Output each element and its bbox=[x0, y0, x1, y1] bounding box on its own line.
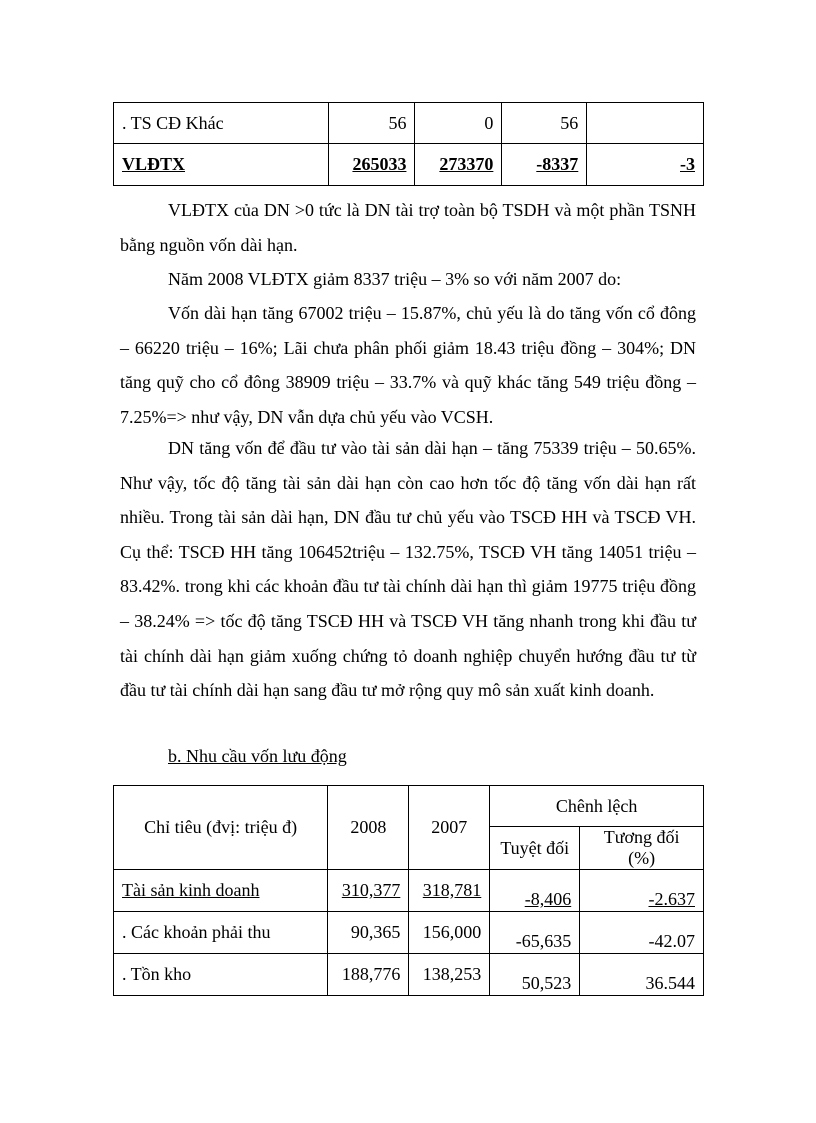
table-row bbox=[114, 144, 704, 186]
header-chenh-lech: Chênh lệch bbox=[490, 786, 704, 827]
paragraph-vldtx-decrease: Năm 2008 VLĐTX giảm 8337 triệu – 3% so với năm 2007 do: bbox=[168, 269, 622, 289]
header-2008: 2008 bbox=[328, 786, 409, 870]
value-absolute: -65,635 bbox=[490, 912, 580, 954]
paragraph-long-term-capital: Vốn dài hạn tăng 67002 triệu – 15.87%, chủ yếu là do tăng vốn cổ đông – 66220 triệu – 16%; Lãi chưa phân phối giảm 18.43 triệu đồng – 304%; DN tăng quỹ cho cổ đông 38909 triệu – 33.7% và quỹ khác tăng 549 triệu đồng – 7.25%=> như vậy, DN vẫn dựa chủ yếu vào VCSH. bbox=[120, 303, 696, 427]
table-row bbox=[114, 870, 704, 912]
value-absolute: 56 bbox=[502, 103, 587, 144]
paragraph-long-term-assets: DN tăng vốn để đầu tư vào tài sản dài hạn – tăng 75339 triệu – 50.65%. Như vậy, tốc độ tăng tài sản dài hạn còn cao hơn tốc độ tăng vốn dài hạn rất nhiều. Trong tài sản dài hạn, DN đầu tư chủ yếu vào TSCĐ HH và TSCĐ VH. Cụ thể: TSCĐ HH tăng 106452triệu – 132.75%, TSCĐ VH tăng 14051 triệu – 83.42%. trong khi các khoản đầu tư tài chính dài hạn thì giảm 19775 triệu đồng – 38.24% => tốc độ tăng TSCĐ HH và TSCĐ VH tăng nhanh trong khi đầu tư tài chính dài hạn giảm xuống chứng tỏ doanh nghiệp chuyển hướng đầu tư từ đầu tư tài chính dài hạn sang đầu tư mở rộng quy mô sản xuất kinh doanh. bbox=[120, 438, 696, 701]
value-relative: -2.637 bbox=[580, 870, 704, 912]
row-label: Tài sản kinh doanh bbox=[114, 870, 328, 912]
working-capital-table bbox=[113, 785, 704, 996]
value-relative: -42.07 bbox=[580, 912, 704, 954]
value-2008: 310,377 bbox=[328, 870, 409, 912]
value-2007: 0 bbox=[415, 103, 502, 144]
value-2008: 56 bbox=[328, 103, 415, 144]
value-2008: 90,365 bbox=[328, 912, 409, 954]
value-2008: 265033 bbox=[328, 144, 415, 186]
row-label: VLĐTX bbox=[114, 144, 329, 186]
value-relative bbox=[587, 103, 704, 144]
top-table bbox=[113, 102, 704, 186]
value-2007: 273370 bbox=[415, 144, 502, 186]
value-absolute: -8,406 bbox=[490, 870, 580, 912]
header-chi-tieu: Chỉ tiêu (đvị: triệu đ) bbox=[114, 786, 328, 870]
header-tuong-doi: Tương đối (%) bbox=[580, 827, 704, 870]
value-2007: 318,781 bbox=[409, 870, 490, 912]
value-relative: 36.544 bbox=[580, 954, 704, 996]
row-label: . Tồn kho bbox=[114, 954, 328, 996]
row-label: . Các khoản phải thu bbox=[114, 912, 328, 954]
header-2007: 2007 bbox=[409, 786, 490, 870]
value-2007: 156,000 bbox=[409, 912, 490, 954]
header-tuyet-doi: Tuyệt đối bbox=[490, 827, 580, 870]
value-2008: 188,776 bbox=[328, 954, 409, 996]
row-label: . TS CĐ Khác bbox=[114, 103, 329, 144]
value-relative: -3 bbox=[587, 144, 704, 186]
value-2007: 138,253 bbox=[409, 954, 490, 996]
header-row bbox=[114, 786, 704, 827]
section-heading: b. Nhu cầu vốn lưu động bbox=[168, 746, 347, 766]
table-row bbox=[114, 954, 704, 996]
table-row bbox=[114, 912, 704, 954]
value-absolute: 50,523 bbox=[490, 954, 580, 996]
value-absolute: -8337 bbox=[502, 144, 587, 186]
paragraph-vldtx-definition: VLĐTX của DN >0 tức là DN tài trợ toàn bộ TSDH và một phần TSNH bằng nguồn vốn dài hạn. bbox=[120, 200, 696, 255]
table-row bbox=[114, 103, 704, 144]
